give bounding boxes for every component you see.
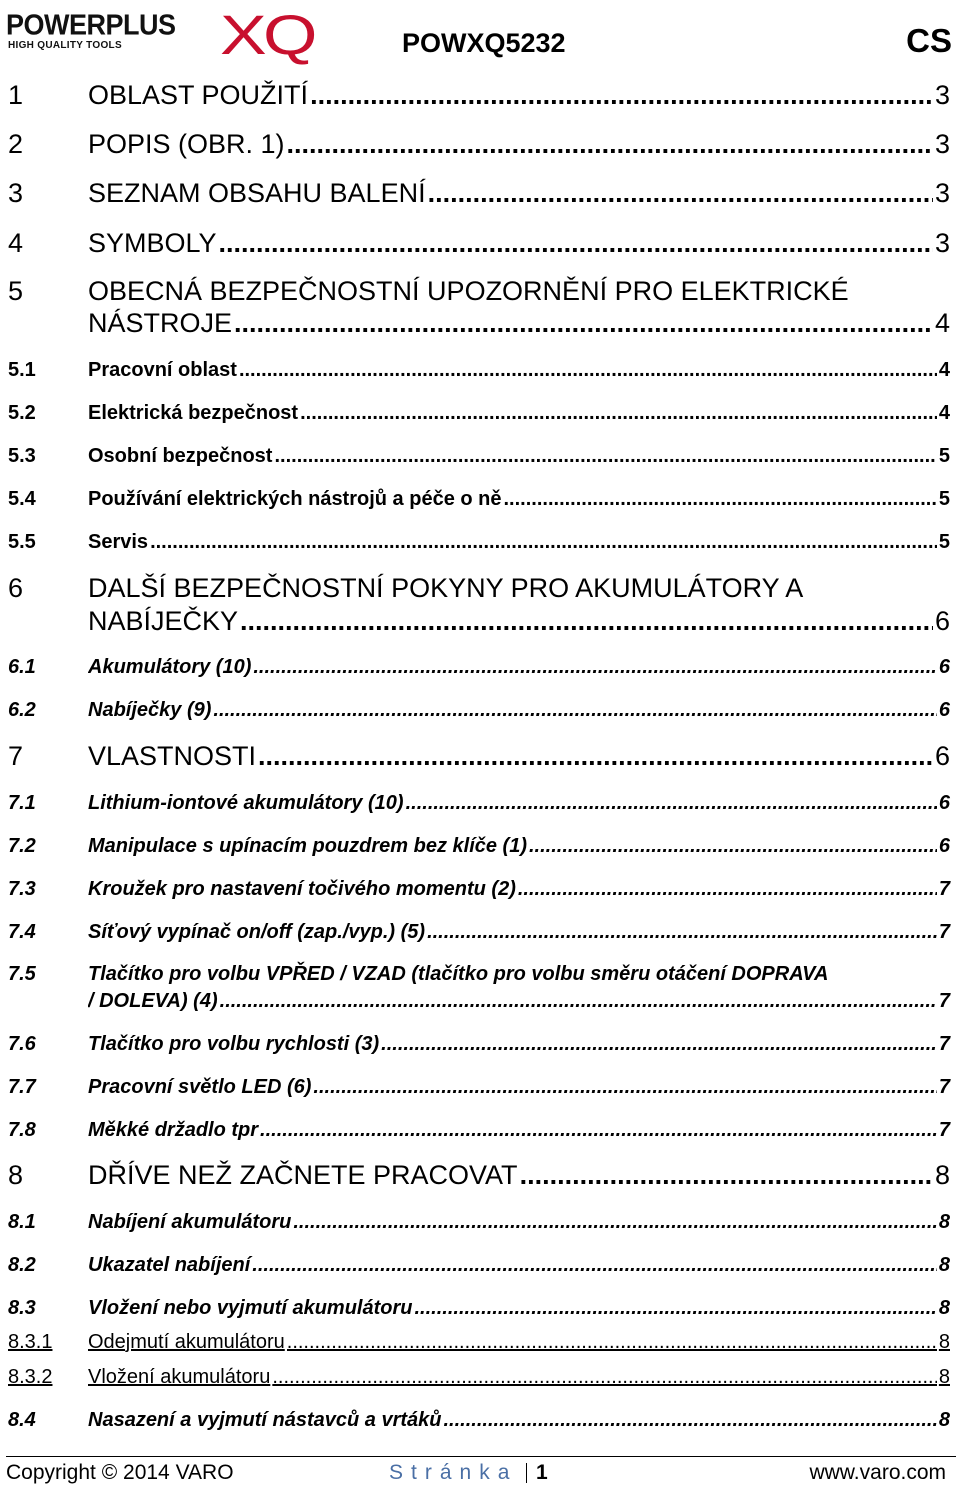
toc-number: 6.1 [8,656,36,678]
toc-title: DŘÍVE NEŽ ZAČNETE PRACOVAT [88,1160,518,1190]
toc-leader [150,531,937,554]
toc-title: / DOLEVA) (4) [88,990,218,1012]
toc-entry[interactable] [8,921,950,944]
toc-leader [518,878,937,901]
toc-number: 5.1 [8,359,36,381]
toc-number: 5 [8,276,24,306]
toc-number: 1 [8,80,24,110]
toc-number: 8.3.1 [8,1331,53,1353]
toc-number: 5.4 [8,488,36,510]
logo-tagline: HIGH QUALITY TOOLS [8,40,122,51]
toc-number: 5.2 [8,402,36,424]
toc-leader [444,1409,937,1432]
toc-number: 6 [8,573,24,603]
toc-title: SYMBOLY [88,228,217,258]
toc-title: Nabíječky (9) [88,699,212,721]
toc-leader [219,228,933,259]
toc-leader [428,178,933,209]
toc-title: Ukazatel nabíjení [88,1254,251,1276]
page-header [0,0,960,66]
toc-entry[interactable] [8,878,950,901]
toc-entry[interactable] [8,1119,950,1142]
toc-title-line1: DALŠÍ BEZPEČNOSTNÍ POKYNY PRO AKUMULÁTORY A [88,573,804,603]
toc-entry-line1[interactable] [8,276,950,307]
toc-title: NÁSTROJE [88,308,233,338]
toc-page: 8 [934,1160,950,1190]
toc-title: Osobní bezpečnost [88,445,273,467]
website-link[interactable]: www.varo.com [809,1461,946,1484]
page-label: Stránka [389,1461,518,1484]
toc-leader [529,835,937,858]
toc-number: 2 [8,129,24,159]
toc-entry[interactable] [8,741,950,772]
toc-entry[interactable] [8,1076,950,1099]
toc-entry[interactable] [8,1366,950,1389]
toc-page: 5 [938,445,950,467]
toc-entry[interactable] [8,178,950,209]
toc-entry[interactable] [8,1211,950,1234]
toc-number: 8.3 [8,1297,36,1319]
toc-entry[interactable] [8,1331,950,1354]
toc-page: 3 [934,178,950,208]
toc-number: 7.5 [8,963,36,985]
toc-page: 5 [938,531,950,553]
toc-leader [504,488,937,511]
toc-leader [520,1160,933,1191]
toc-title: Odejmutí akumulátoru [88,1331,285,1353]
toc-number: 5.3 [8,445,36,467]
toc-leader [415,1297,937,1320]
toc-number: 8.1 [8,1211,36,1233]
toc-title: Manipulace s upínacím pouzdrem bez klíče (1) [88,835,527,857]
toc-page: 5 [938,488,950,510]
toc-page: 8 [938,1409,950,1431]
toc-page: 6 [938,699,950,721]
toc-page: 6 [938,835,950,857]
toc-leader [287,1331,937,1354]
toc-page: 8 [938,1211,950,1233]
toc-leader [272,1366,937,1389]
toc-entry[interactable] [8,1160,950,1191]
toc-leader [258,741,933,772]
toc-title: Pracovní oblast [88,359,237,381]
toc-page: 6 [938,792,950,814]
toc-page: 6 [934,741,950,771]
toc-entry[interactable] [8,402,950,425]
toc-page: 8 [938,1254,950,1276]
toc-title: Lithium-iontové akumulátory (10) [88,792,404,814]
toc-entry[interactable] [8,606,950,637]
toc-leader [300,402,937,425]
toc-leader [313,1076,936,1099]
toc-entry[interactable] [8,835,950,858]
toc-title: POPIS (OBR. 1) [88,129,285,159]
toc-page: 6 [938,656,950,678]
toc-page: 7 [938,1076,950,1098]
toc-title-line1: OBECNÁ BEZPEČNOSTNÍ UPOZORNĚNÍ PRO ELEKTRICKÉ [88,276,849,306]
toc-number: 8.2 [8,1254,36,1276]
toc-title-line1: Tlačítko pro volbu VPŘED / VZAD (tlačítko pro volbu směru otáčení DOPRAVA [88,963,829,985]
toc-entry[interactable] [8,1297,950,1320]
toc-page: 6 [934,606,950,636]
toc-entry[interactable] [8,359,950,382]
footer-divider [6,1456,956,1457]
toc-page: 7 [938,921,950,943]
toc-page: 7 [938,990,950,1012]
toc-number: 4 [8,228,24,258]
toc-page: 8 [938,1366,950,1388]
toc-page: 8 [938,1331,950,1353]
toc-number: 7.6 [8,1033,36,1055]
toc-number: 7.4 [8,921,36,943]
toc-page: 4 [938,359,950,381]
toc-entry[interactable] [8,1033,950,1056]
toc-title: Tlačítko pro volbu rychlosti (3) [88,1033,380,1055]
toc-page: 3 [934,129,950,159]
toc-number: 8.4 [8,1409,36,1431]
toc-title: NABÍJEČKY [88,606,239,636]
toc-page: 7 [938,1119,950,1141]
language-code: CS [906,22,952,59]
toc-page: 4 [934,308,950,338]
toc-number: 5.5 [8,531,36,553]
toc-title: Vložení nebo vyjmutí akumulátoru [88,1297,413,1319]
toc-entry[interactable] [8,80,950,111]
toc-leader [260,1119,937,1142]
toc-title: Kroužek pro nastavení točivého momentu (2) [88,878,516,900]
toc-entry[interactable] [8,228,950,259]
toc-title: OBLAST POUŽITÍ [88,80,309,110]
copyright-text: Copyright © 2014 VARO [6,1461,234,1484]
toc-entry[interactable] [8,656,950,679]
toc-title: Měkké držadlo tpr [88,1119,259,1141]
toc-title: Pracovní světlo LED (6) [88,1076,312,1098]
toc-title: SEZNAM OBSAHU BALENÍ [88,178,426,208]
toc-title: Používání elektrických nástrojů a péče o ně [88,488,502,510]
toc-number: 7 [8,741,24,771]
toc-number: 7.7 [8,1076,36,1098]
toc-number: 7.2 [8,835,36,857]
toc-entry-line1[interactable] [8,963,950,986]
powerplus-logo [6,3,316,66]
toc-entry[interactable] [8,699,950,722]
toc-leader [274,445,936,468]
toc-title: Vložení akumulátoru [88,1366,271,1388]
toc-entry[interactable] [8,445,950,468]
toc-title: Nasazení a vyjmutí nástavců a vrtáků [88,1409,442,1431]
page-separator [526,1463,527,1483]
toc-entry[interactable] [8,1254,950,1277]
toc-title: Elektrická bezpečnost [88,402,299,424]
logo-xq-mark: XQ [220,3,314,66]
toc-leader [381,1033,937,1056]
toc-entry[interactable] [8,792,950,815]
toc-entry[interactable] [8,1409,950,1432]
toc-page: 4 [938,402,950,424]
toc-leader [310,80,933,111]
toc-entry[interactable] [8,308,950,339]
toc-number: 3 [8,178,24,208]
toc-leader [239,359,937,382]
toc-title: Nabíjení akumulátoru [88,1211,292,1233]
toc-page: 8 [938,1297,950,1319]
toc-entry[interactable] [8,990,950,1013]
toc-entry[interactable] [8,531,950,554]
toc-entry[interactable] [8,488,950,511]
toc-title: VLASTNOSTI [88,741,257,771]
toc-page: 3 [934,228,950,258]
toc-leader [240,606,933,637]
toc-leader [252,1254,937,1277]
toc-number: 8.3.2 [8,1366,53,1388]
toc-leader [406,792,937,815]
toc-leader [234,308,933,339]
toc-number: 6.2 [8,699,36,721]
toc-title: Síťový vypínač on/off (zap./vyp.) (5) [88,921,426,943]
toc-page: 7 [938,1033,950,1055]
model-number: POWXQ5232 [402,28,566,58]
page-number: 1 [536,1461,548,1484]
toc-number: 8 [8,1160,24,1190]
toc-number: 7.1 [8,792,36,814]
logo-wordmark: POWERPLUS [6,9,176,41]
toc-entry[interactable] [8,129,950,160]
toc-title: Servis [88,531,149,553]
toc-leader [213,699,936,722]
toc-leader [293,1211,937,1234]
toc-number: 7.8 [8,1119,36,1141]
page-footer [6,1461,952,1485]
toc-leader [287,129,933,160]
toc-number: 7.3 [8,878,36,900]
toc-page: 3 [934,80,950,110]
toc-title: Akumulátory (10) [88,656,252,678]
toc-leader [253,656,937,679]
toc-leader [427,921,937,944]
toc-leader [220,990,937,1013]
toc-page: 7 [938,878,950,900]
toc-entry-line1[interactable] [8,573,950,604]
